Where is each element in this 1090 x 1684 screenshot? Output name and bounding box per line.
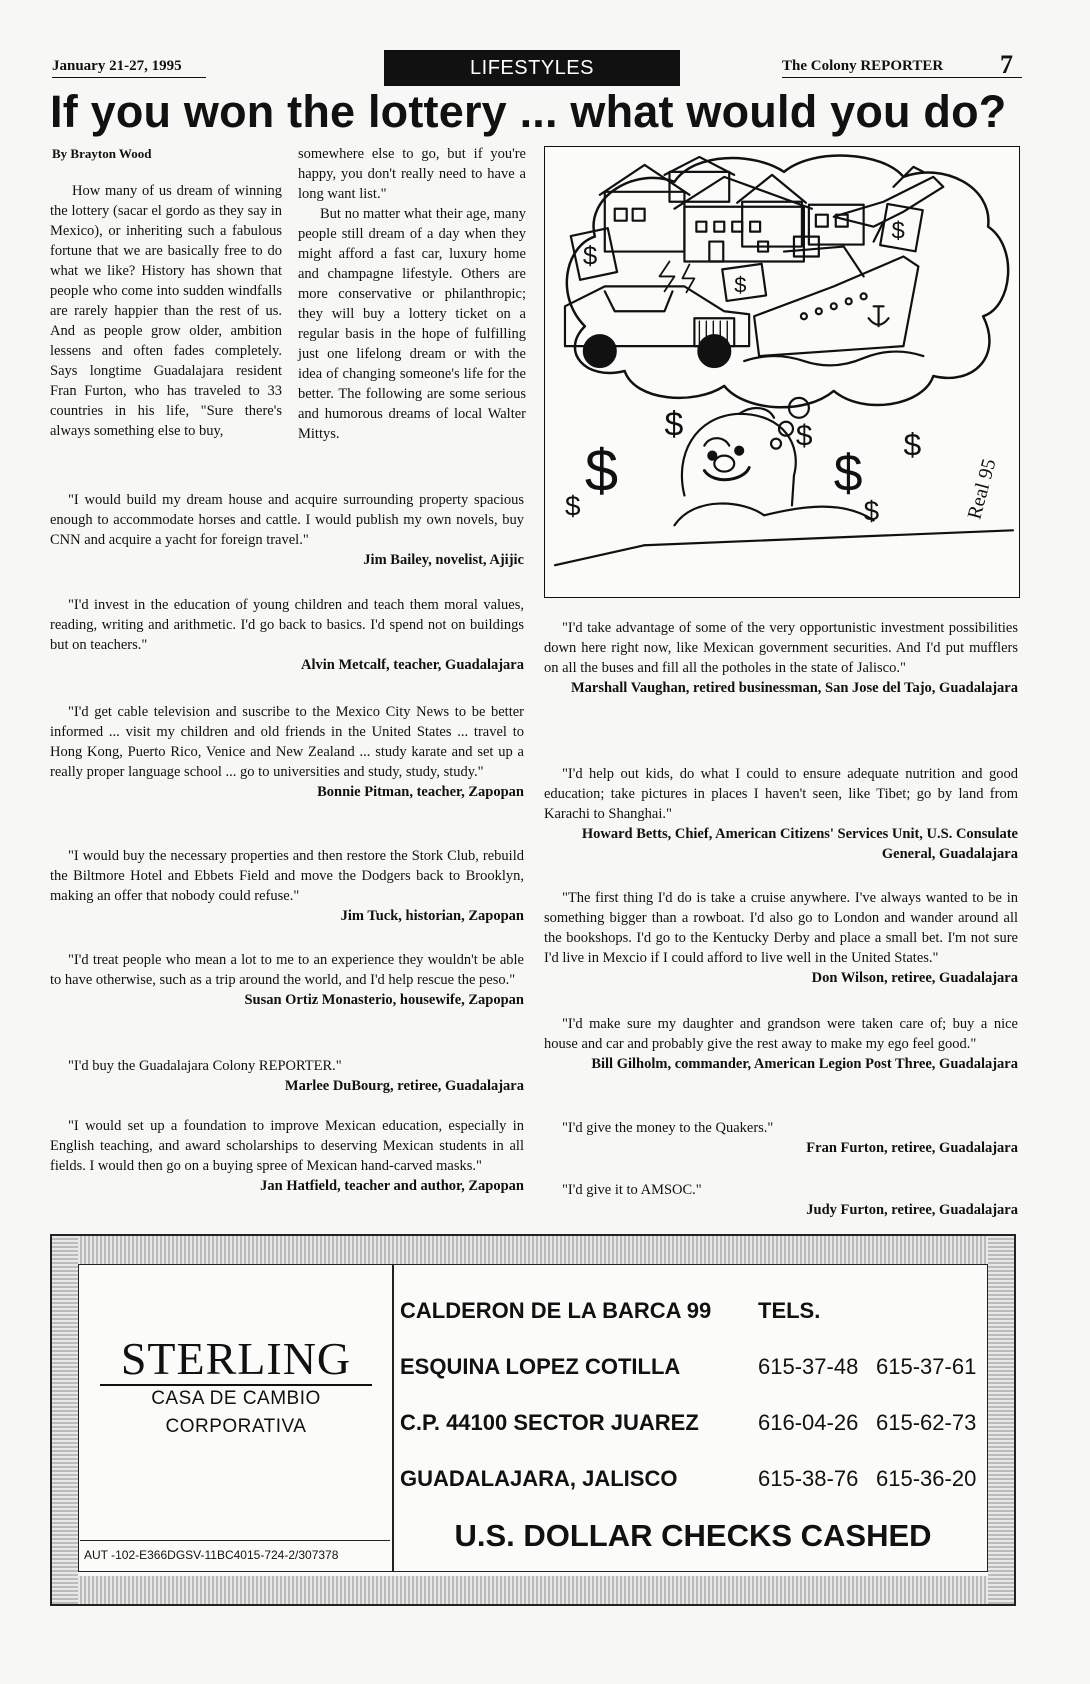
quote-text: "I'd invest in the education of young children and teach them moral values, reading, writing and arithmetic. I'd go back to basics. I'd spend not on buildings but on teachers.": [50, 597, 524, 653]
issue-date: January 21-27, 1995: [52, 58, 206, 78]
quote-block: [544, 764, 1018, 864]
quote-block: [50, 1116, 524, 1196]
quote-text: "The first thing I'd do is take a cruise anywhere. I've always wanted to be in something bigger than a rowboat. I'd also go to London and wander around all the bookshops. I'd go to the Kentucky Derby and place a small bet. I'm not sure I'd live in Mexcio if I could afford to live well in the United States.": [544, 890, 1018, 966]
quote-text: "I would set up a foundation to improve Mexican education, especially in English teaching, and award scholarships to deserving Mexican students in all fields. I would then go on a buying spree of Mexican hand-carved masks.": [50, 1118, 524, 1174]
ad-call-to-action: U.S. DOLLAR CHECKS CASHED: [454, 1518, 932, 1553]
svg-text:$: $: [584, 436, 619, 504]
quote-text: "I'd buy the Guadalajara Colony REPORTER.": [68, 1058, 342, 1074]
quote-text: "I'd give the money to the Quakers.": [562, 1120, 774, 1136]
lottery-cartoon: [544, 146, 1020, 598]
intro-paragraph-continued: somewhere else to go, but if you're happy, you don't really need to have a long want list.": [298, 146, 526, 202]
intro-column-1: [50, 181, 282, 441]
thought-cloud: [567, 156, 1008, 408]
ad-subtitle: CORPORATIVA: [165, 1416, 307, 1437]
svg-text:$: $: [734, 272, 747, 298]
quote-attribution: Don Wilson, retiree, Guadalajara: [811, 970, 1018, 986]
dollar-signs-drawing: [565, 406, 921, 527]
quote-attribution: Susan Ortiz Monasterio, housewife, Zapopan: [244, 992, 524, 1008]
ad-border-band: [988, 1236, 1014, 1604]
svg-text:$: $: [891, 217, 905, 245]
svg-text:$: $: [795, 419, 813, 453]
car-drawing: [565, 286, 749, 367]
ad-phone: 615-62-73: [876, 1410, 977, 1435]
quote-attribution: Fran Furton, retiree, Guadalajara: [806, 1140, 1018, 1156]
intro-column-2: [298, 144, 526, 444]
quote-text: "I would buy the necessary properties and then restore the Stork Club, rebuild the Biltmore Hotel and Ebbets Field and move the Dodgers back to Brooklyn, making an offer that nobody could refuse.": [50, 848, 524, 904]
quote-text: "I'd give it to AMSOC.": [562, 1182, 702, 1198]
quote-block: [50, 490, 524, 570]
quote-text: "I would build my dream house and acquire surrounding property spacious enough to accommodate horses and cattle. I would publish my own novels, buy CNN and acquire a yacht for foreign travel.": [50, 492, 524, 548]
svg-text:$: $: [903, 426, 922, 463]
quote-attribution: Marlee DuBourg, retiree, Guadalajara: [284, 1078, 524, 1094]
ad-phone: 616-04-26: [758, 1410, 859, 1435]
quote-text: "I'd treat people who mean a lot to me to an experience they wouldn't be able to have otherwise, such as a trip around the world, and I'd help rescue the peso.": [50, 952, 524, 988]
quote-text: "I'd take advantage of some of the very opportunistic investment possibilities down here right now, like Mexican government securities. And I'd put mufflers on all the buses and fill all the potholes in the state of Jalisco.": [544, 620, 1018, 676]
page-number: 7: [1000, 50, 1013, 79]
quote-block: [50, 595, 524, 675]
quote-block: [544, 1014, 1018, 1074]
quote-attribution: Howard Betts, Chief, American Citizens' Services Unit, U.S. Consulate General, Guadalajara: [581, 826, 1018, 862]
quote-attribution: Jan Hatfield, teacher and author, Zapopan: [260, 1178, 524, 1194]
ad-divider: [392, 1264, 394, 1572]
intro-paragraph: But no matter what their age, many people still dream of a day when they might afford a fast car, luxury home and champagne lifestyle. Others are more conservative or philanthropic; they will buy a lottery ticket on a regular basis in the hope of fulfilling just one lifelong dream or with the idea of changing someone's life for the better. The following are some serious and humorous dreams of local Walter Mittys.: [298, 206, 526, 442]
cruise-ship-drawing: [744, 237, 923, 366]
ad-border-band: [52, 1236, 1014, 1264]
quote-text: "I'd help out kids, do what I could to ensure adequate nutrition and good education; take pictures in places I haven't seen, like Tibet; go by land from Karachi to Shanghai.": [544, 766, 1018, 822]
quote-block: [50, 1056, 524, 1096]
quote-attribution: Jim Tuck, historian, Zapopan: [340, 908, 524, 924]
ad-border-band: [52, 1236, 78, 1604]
quote-block: [50, 702, 524, 802]
ad-address-line: C.P. 44100 SECTOR JUAREZ: [400, 1410, 699, 1435]
quote-block: [544, 1180, 1018, 1220]
svg-text:$: $: [664, 405, 684, 444]
houses-drawing: [600, 157, 864, 262]
ad-border-band: [52, 1576, 1014, 1604]
quote-block: [544, 1118, 1018, 1158]
ad-tels-label: TELS.: [758, 1298, 821, 1323]
quote-attribution: Alvin Metcalf, teacher, Guadalajara: [301, 657, 524, 673]
quote-attribution: Jim Bailey, novelist, Ajijic: [363, 552, 524, 568]
svg-text:$: $: [833, 443, 863, 502]
quote-text: "I'd get cable television and suscribe to the Mexico City News to be better informed ... visit my children and old friends in the United States ... travel to Hong Kong, Puerto Rico, Venice and New Zealand ... study karate and set up a really proper language school ... go to universities and study, study, study.": [50, 704, 524, 780]
byline: By Brayton Wood: [52, 146, 152, 161]
quote-block: [544, 618, 1018, 698]
ad-brand-name: STERLING: [100, 1334, 372, 1386]
ad-phone: 615-36-20: [876, 1466, 977, 1491]
svg-text:$: $: [582, 242, 598, 271]
ad-authorization-number: AUT -102-E366DGSV-11BC4015-724-2/307378: [80, 1540, 390, 1570]
newspaper-name: The Colony REPORTER: [782, 58, 1022, 78]
ad-address-line: GUADALAJARA, JALISCO: [400, 1466, 678, 1491]
ad-address-line: ESQUINA LOPEZ COTILLA: [400, 1354, 681, 1379]
svg-text:$: $: [564, 490, 581, 522]
svg-text:$: $: [863, 495, 880, 527]
section-label: LIFESTYLES: [384, 50, 680, 86]
quote-attribution: Bonnie Pitman, teacher, Zapopan: [317, 784, 524, 800]
quote-attribution: Judy Furton, retiree, Guadalajara: [806, 1202, 1018, 1218]
ad-subtitle: CASA DE CAMBIO: [151, 1388, 321, 1409]
quote-block: [50, 950, 524, 1010]
ad-address-line: CALDERON DE LA BARCA 99: [400, 1298, 712, 1323]
quote-block: [50, 846, 524, 926]
ad-phone: 615-37-48: [758, 1354, 859, 1379]
intro-paragraph: How many of us dream of winning the lottery (sacar el gordo as they say in Mexico), or inheriting such a fabulous fortune that we are basically free to do what we like? History has shown that people who come into sudden windfalls are rarely happier than the rest of us. And as people grow older, ambition lessens and often fades completely. Says longtime Guadalajara resident Fran Furton, who has traveled to 33 countries in his life, "Sure there's always something else to buy,: [50, 183, 282, 439]
quote-text: "I'd make sure my daughter and grandson were taken care of; buy a nice house and car and probably give the rest away to make my ego feel good.": [544, 1016, 1018, 1052]
headline: If you won the lottery ... what would you do?: [50, 86, 1007, 137]
quote-attribution: Bill Gilholm, commander, American Legion Post Three, Guadalajara: [591, 1056, 1018, 1072]
dreaming-man-drawing: [555, 405, 1013, 565]
ad-phone: 615-38-76: [758, 1466, 859, 1491]
quote-block: [544, 888, 1018, 988]
cartoonist-signature: Real 95: [963, 456, 1001, 522]
ad-phone: 615-37-61: [876, 1354, 977, 1379]
quote-attribution: Marshall Vaughan, retired businessman, San Jose del Tajo, Guadalajara: [570, 680, 1018, 696]
